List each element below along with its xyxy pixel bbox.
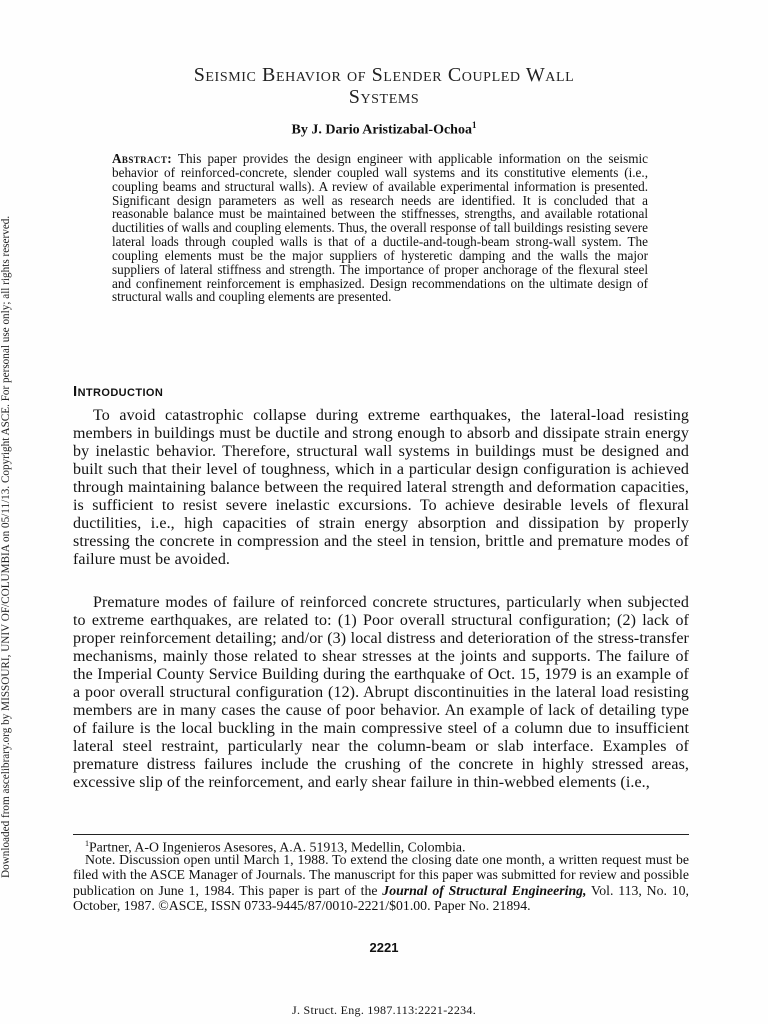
footnote-affiliation-text: Partner, A-O Ingenieros Asesores, A.A. 51913, Medellin, Colombia. [89,839,466,855]
abstract-text: This paper provides the design engineer with applicable information on the seismic behavior of reinforced-concrete, slender coupled wall systems and its constitutive elements (i.e., coupling beams and structural walls). A review of available experimental information is presented. Significant design parameters as well as research needs are identified. It is concluded that a reasonable balance must be maintained between the stiffnesses, strengths, and available rotational ductilities of walls and coupling elements. Thus, the overall response of tall buildings resisting severe lateral loads through coupled walls is that of a ductile-and-tough-beam strong-wall system. The coupling elements must be the major suppliers of hysteretic damping and the walls the major suppliers of lateral stiffness and strength. The importance of proper anchorage of the flexural steel and confinement reinforcement is emphasized. Design recommendations on the ultimate design of structural walls and coupling elements are presented. [112,151,648,305]
footnote-divider [73,834,689,835]
abstract [112,152,648,304]
paragraph-text: Premature modes of failure of reinforced concrete structures, particularly when subjected to extreme earthquakes, are related to: (1) Poor overall structural configuration; (2) lack of proper reinforcement detailing; and/or (3) local distress and deterioration of the stress-transfer mechanisms, mainly those related to shear stresses at the joints and supports. The failure of the Imperial County Service Building during the earthquake of Oct. 15, 1979 is an example of a poor overall structural configuration (12). Abrupt discontinuities in the lateral load resisting members are in many cases the cause of poor behavior. An example of lack of detailing type of failure is the local buckling in the main compressive steel of a column due to insufficient lateral steel restraint, particularly near the column-beam or slab interface. Examples of premature distress failures include the crushing of the concrete in highly stressed areas, excessive slip of the reinforcement, and early shear failure in thin-webbed elements (i.e., [73,594,689,791]
footnote-note [73,852,689,914]
abstract-label: Abstract: [112,151,173,166]
footnote-mark: 1 [85,839,89,848]
author-footnote-mark: 1 [471,120,477,130]
page-number: 2221 [369,940,399,955]
download-watermark: Downloaded from ascelibrary.org by MISSOURI, UNIV OF/COLUMBIA on 05/11/13. Copyright ASCE. For personal use only; all rights reserved. [0,215,12,878]
footnote-note-text-end: Vol. 113, No. 10, October, 1987. ©ASCE, ISSN 0733-9445/87/0010-2221/$01.00. Paper No. 21894. [73,882,689,914]
author-name: By J. Dario Aristizabal-Ochoa [291,122,472,138]
footnote-note-text: Note. Discussion open until March 1, 1988. To extend the closing date one month, a written request must be filed with the ASCE Manager of Journals. The manuscript for this paper was submitted for review and possible publication on June 1, 1984. This paper is part of the [73,852,689,898]
journal-name: Journal of Structural Engineering, [382,882,587,898]
paper-title-line2: Systems [348,86,420,108]
introduction-paragraph-1 [73,407,689,569]
introduction-paragraph-2 [73,594,689,791]
paper-title-line1: Seismic Behavior of Slender Coupled Wall [193,64,575,86]
section-heading-introduction: Introduction [73,383,164,400]
paragraph-text: To avoid catastrophic collapse during extreme earthquakes, the lateral-load resisting members in buildings must be ductile and strong enough to absorb and dissipate strain energy by inelastic behavior. Therefore, structural wall systems in buildings must be designed and built such that their level of toughness, which in a particular design configuration is achieved through maintaining balance between the required lateral strength and deformation capacities, is sufficient to resist severe inelastic excursions. To achieve desirable levels of flexural ductilities, i.e., high capacities of strain energy absorption and dissipation by properly stressing the concrete in compression and the steel in tension, brittle and premature modes of failure must be avoided. [73,407,689,568]
author-byline [0,120,768,139]
journal-citation: J. Struct. Eng. 1987.113:2221-2234. [291,1003,477,1017]
